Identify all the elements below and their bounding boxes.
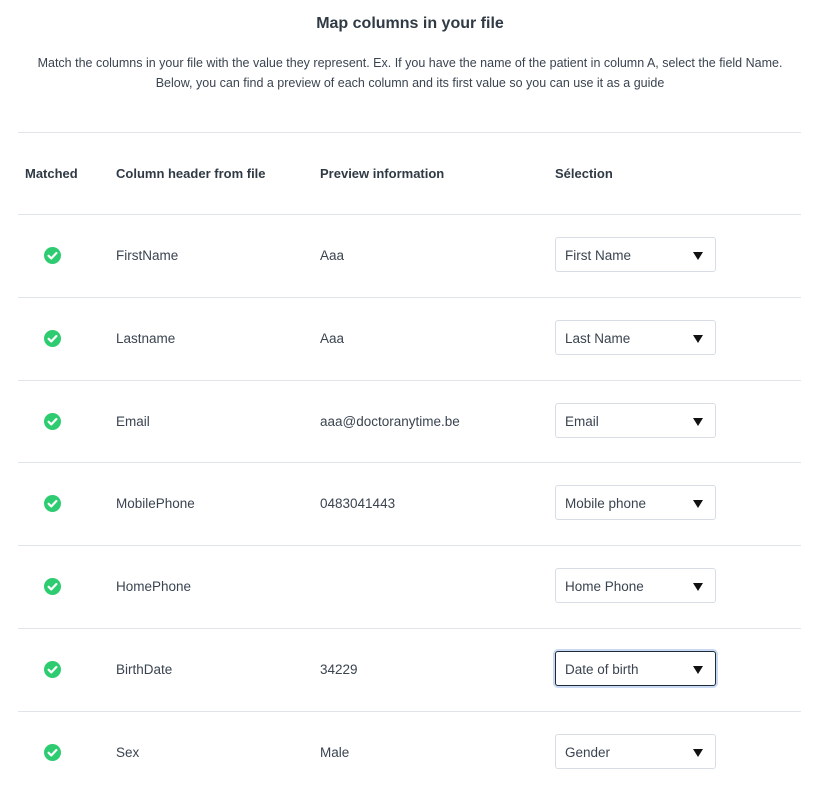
- selected-field-label: Date of birth: [565, 662, 639, 677]
- check-circle-icon: [44, 330, 61, 347]
- intro-line-1: Match the columns in your file with the value they represent. Ex. If you have the name of the patient in column A, select the field Name.: [37, 56, 783, 70]
- check-circle-icon: [44, 495, 61, 512]
- field-select[interactable]: [555, 403, 716, 438]
- intro-text: [0, 53, 820, 93]
- field-select[interactable]: [555, 568, 716, 603]
- check-circle-icon: [44, 744, 61, 761]
- caret-down-icon: [693, 583, 703, 591]
- field-select[interactable]: [555, 485, 716, 520]
- preview-value: 0483041443: [320, 496, 396, 511]
- selected-field-label: Mobile phone: [565, 496, 647, 511]
- check-circle-icon: [44, 413, 61, 430]
- selected-field-label: Gender: [565, 745, 611, 760]
- column-header-value: BirthDate: [116, 662, 173, 677]
- table-header: [0, 133, 826, 214]
- caret-down-icon: [693, 335, 703, 343]
- field-select[interactable]: [555, 734, 716, 769]
- header-preview-information: Preview information: [320, 166, 445, 181]
- field-select[interactable]: [555, 651, 716, 686]
- preview-value: aaa@doctoranytime.be: [320, 414, 460, 429]
- table-row: [0, 545, 826, 628]
- column-header-value: FirstName: [116, 248, 179, 263]
- table-row: [0, 462, 826, 545]
- selected-field-label: Last Name: [565, 331, 631, 346]
- column-header-value: MobilePhone: [116, 496, 195, 511]
- column-header-value: Email: [116, 414, 150, 429]
- selected-field-label: First Name: [565, 248, 632, 263]
- caret-down-icon: [693, 666, 703, 674]
- field-select[interactable]: [555, 237, 716, 272]
- check-circle-icon: [44, 661, 61, 678]
- preview-value: Aaa: [320, 331, 345, 346]
- preview-value: Aaa: [320, 248, 345, 263]
- column-header-value: HomePhone: [116, 579, 192, 594]
- table-row: [0, 711, 826, 794]
- selected-field-label: Email: [565, 414, 599, 429]
- column-header-value: Lastname: [116, 331, 176, 346]
- column-header-value: Sex: [116, 745, 140, 760]
- table-row: [0, 380, 826, 463]
- caret-down-icon: [693, 418, 703, 426]
- caret-down-icon: [693, 749, 703, 757]
- header-matched: Matched: [25, 166, 78, 181]
- caret-down-icon: [693, 252, 703, 260]
- preview-value: 34229: [320, 662, 358, 677]
- preview-value: Male: [320, 745, 350, 760]
- selected-field-label: Home Phone: [565, 579, 644, 594]
- header-column-from-file: Column header from file: [116, 166, 266, 181]
- page-title: Map columns in your file: [316, 15, 504, 32]
- table-row: [0, 628, 826, 711]
- check-circle-icon: [44, 247, 61, 264]
- caret-down-icon: [693, 500, 703, 508]
- header-selection: Sélection: [555, 166, 613, 181]
- table-row: [0, 214, 826, 297]
- check-circle-icon: [44, 578, 61, 595]
- field-select[interactable]: [555, 320, 716, 355]
- table-row: [0, 297, 826, 380]
- intro-line-2: Below, you can find a preview of each column and its first value so you can use it as a guide: [155, 76, 665, 90]
